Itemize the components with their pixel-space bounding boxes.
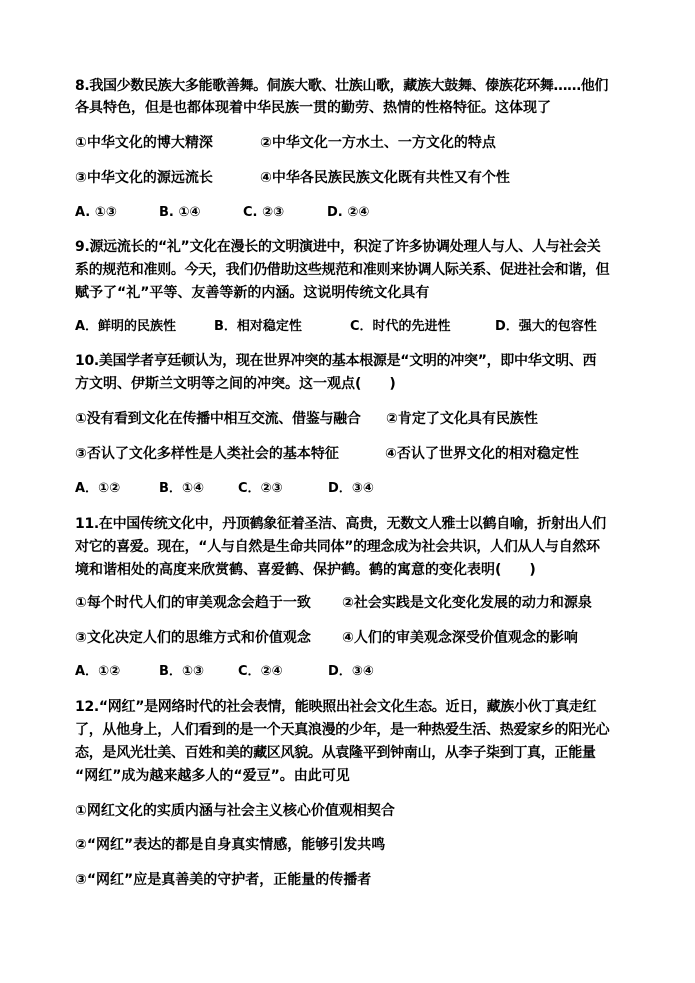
- q9-choice-b: B．相对稳定性: [214, 319, 302, 334]
- q8-option-1: ①中华文化的博大精深: [75, 135, 213, 151]
- q8-choice-c: C. ②③: [243, 205, 285, 220]
- q8-stem-line2: 各具特色，但是也都体现着中华民族一贯的勤劳、热情的性格特征。这体现了: [75, 100, 551, 116]
- q9-stem-line2: 系的规范和准则。今天，我们仍借助这些规范和准则来协调人际关系、促进社会和谐，但: [75, 262, 610, 278]
- q11-choice-b: B．①③: [159, 664, 204, 679]
- q8-choice-b: B. ①④: [159, 205, 201, 220]
- q11-option-2: ②社会实践是文化变化发展的动力和源泉: [342, 595, 592, 611]
- q10-option-4: ④否认了世界文化的相对稳定性: [385, 446, 579, 462]
- q9-choice-c: C．时代的先进性: [350, 319, 451, 334]
- q11-option-4: ④人们的审美观念深受价值观念的影响: [342, 630, 578, 646]
- q8-option-3: ③中华文化的源远流长: [75, 170, 213, 186]
- q11-stem-line3: 境和谐相处的高度来欣赏鹤、喜爱鹤、保护鹤。鹤的寓意的变化表明( ): [75, 562, 536, 578]
- q10-choice-d: D．③④: [328, 481, 374, 496]
- q11-options-row2: [75, 628, 635, 648]
- q12-option-1: ①网红文化的实质内涵与社会主义核心价值观相契合: [75, 803, 395, 819]
- q8-choice-d: D. ②④: [327, 205, 370, 220]
- q8-option-2: ②中华文化一方水土、一方文化的特点: [260, 135, 496, 151]
- q11-options-row1: [75, 593, 635, 613]
- q8-choice-a: A. ①③: [75, 205, 117, 220]
- q11-choice-c: C．②④: [238, 664, 283, 679]
- q12-stem-line1: 12.“网红”是网络时代的社会表情，能映照出社会文化生态。近日，藏族小伙丁真走红: [75, 699, 597, 715]
- q11-option-3: ③文化决定人们的思维方式和价值观念: [75, 630, 311, 646]
- q10-choice-a: A．①②: [75, 481, 121, 496]
- q12-option-3: ③“网红”应是真善美的守护者，正能量的传播者: [75, 872, 372, 888]
- q12-stem-line4: “网红”成为越来越多人的“爱豆”。由此可见: [75, 768, 350, 784]
- q11-stem-line2: 对它的喜爱。现在，“人与自然是生命共同体”的理念成为社会共识，人们从人与自然环: [75, 539, 600, 555]
- q12-stem-line2: 了，从他身上，人们看到的是一个天真浪漫的少年，是一种热爱生活、热爱家乡的阳光心: [75, 722, 610, 738]
- q10-choice-c: C．②③: [238, 481, 283, 496]
- q8-option-4: ④中华各民族民族文化既有共性又有个性: [260, 170, 510, 186]
- q10-option-1: ①没有看到文化在传播中相互交流、借鉴与融合: [75, 411, 361, 427]
- q11-choices: [75, 662, 635, 682]
- q12-stem-line3: 态，是风光壮美、百姓和美的藏区风貌。从袁隆平到钟南山，从李子柒到丁真，正能量: [75, 745, 596, 761]
- q8-options-row1: [75, 133, 635, 153]
- q10-option-3: ③否认了文化多样性是人类社会的基本特征: [75, 446, 339, 462]
- q11-stem-line1: 11.在中国传统文化中，丹顶鹤象征着圣洁、高贵，无数文人雅士以鹤自喻，折射出人们: [75, 516, 606, 532]
- q8-options-row2: [75, 168, 635, 188]
- q9-choices: [75, 317, 635, 337]
- q10-choices: [75, 479, 635, 499]
- q10-options-row1: [75, 409, 635, 429]
- q10-options-row2: [75, 444, 635, 464]
- q9-stem-line1: 9.源远流长的“礼”文化在漫长的文明演进中，积淀了许多协调处理人与人、人与社会关: [75, 239, 601, 255]
- q10-choice-b: B．①④: [159, 481, 204, 496]
- q12-option-2: ②“网红”表达的都是自身真实情感，能够引发共鸣: [75, 837, 386, 853]
- q9-choice-a: A．鲜明的民族性: [75, 319, 177, 334]
- q11-choice-d: D．③④: [328, 664, 374, 679]
- q8-stem-line1: 8.我国少数民族大多能歌善舞。侗族大歌、壮族山歌，藏族大鼓舞、傣族花环舞……他们: [75, 78, 609, 94]
- q10-option-2: ②肯定了文化具有民族性: [386, 411, 538, 427]
- q10-stem-line1: 10.美国学者亨廷顿认为，现在世界冲突的基本根源是“文明的冲突”，即中华文明、西: [75, 353, 597, 369]
- q11-option-1: ①每个时代人们的审美观念会趋于一致: [75, 595, 311, 611]
- q11-choice-a: A．①②: [75, 664, 121, 679]
- q8-choices: [75, 203, 635, 223]
- q10-stem-line2: 方文明、伊斯兰文明等之间的冲突。这一观点( ): [75, 376, 396, 392]
- q9-stem-line3: 赋予了“礼”平等、友善等新的内涵。这说明传统文化具有: [75, 285, 430, 301]
- q9-choice-d: D．强大的包容性: [495, 319, 597, 334]
